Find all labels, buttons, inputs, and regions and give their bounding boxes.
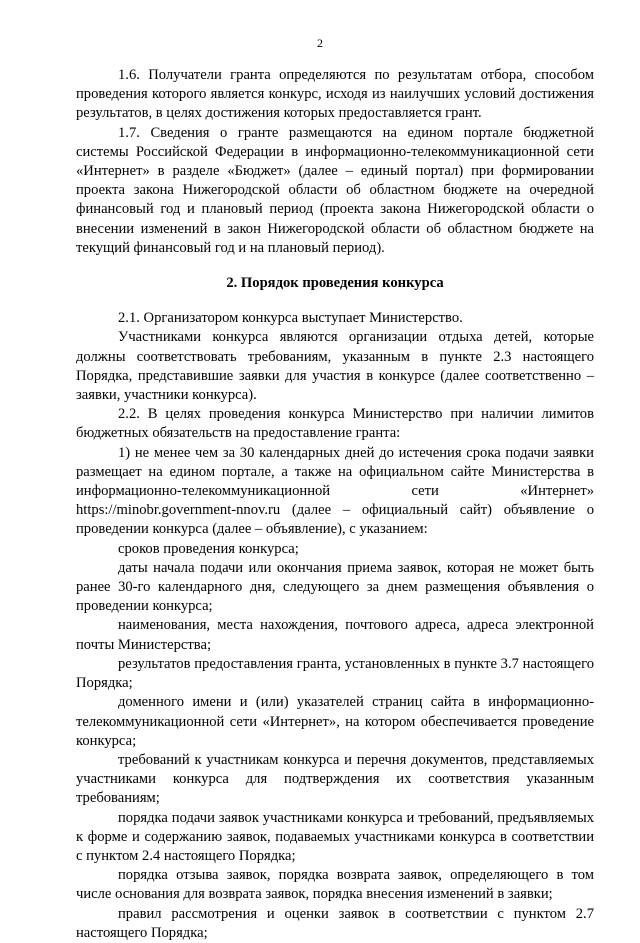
paragraph-2-2-1: 1) не менее чем за 30 календарных дней до истечения срока подачи заявки размещает на едином портале, а также на официальном сайте Министерства в информационно-телекоммуникационной сети «Интернет» https://minobr.government-nnov.ru (далее – официальный сайт) объявление о проведении конкурса (далее – объявление), с указанием: xyxy=(76,444,594,538)
list-item: даты начала подачи или окончания приема заявок, которая не может быть ранее 30-го календарного дня, следующего за днем размещения объявления о проведении конкурса; xyxy=(76,559,594,615)
list-item: порядка отзыва заявок, порядка возврата заявок, определяющего в том числе основания для возврата заявок, порядка внесения изменений в заявки; xyxy=(76,867,594,903)
page-number: 2 xyxy=(317,36,323,50)
paragraph-2-1: 2.1. Организатором конкурса выступает Министерство. xyxy=(118,310,463,327)
list-item: доменного имени и (или) указателей страниц сайта в информационно-телекоммуникационной сети «Интернет», на котором обеспечивается проведение конкурса; xyxy=(76,694,594,749)
section-heading: 2. Порядок проведения конкурса xyxy=(226,275,444,292)
list-item: результатов предоставления гранта, установленных в пункте 3.7 настоящего Порядка; xyxy=(76,655,594,692)
list-item: правил рассмотрения и оценки заявок в соответствии с пунктом 2.7 настоящего Порядка; xyxy=(76,905,594,941)
list-item: наименования, места нахождения, почтового адреса, адреса электронной почты Министерства; xyxy=(76,617,594,653)
paragraph-participants: Участниками конкурса являются организации отдыха детей, которые должны соответствовать требованиям, указанным в пункте 2.3 настоящего Порядка, представившие заявки для участия в конкурсе (далее соответственно – заявки, участники конкурса). xyxy=(76,329,594,404)
list-item: сроков проведения конкурса; xyxy=(118,540,299,557)
document-body xyxy=(76,66,594,943)
list-item: порядка подачи заявок участниками конкурса и требований, предъявляемых к форме и содержанию заявок, подаваемых участниками конкурса в соответствии с пунктом 2.4 настоящего Порядка; xyxy=(76,809,594,864)
paragraph-1-7: 1.7. Сведения о гранте размещаются на едином портале бюджетной системы Российской Федерации в информационно-телекоммуникационной сети «Интернет» в разделе «Бюджет» (далее – единый портал) при формировании проекта закона Нижегородской области об областном бюджете на очередной финансовый год и плановый период (проекта закона Нижегородской области о внесении изменений в закон Нижегородской области об областном бюджете на текущий финансовый год и на плановый период). xyxy=(76,124,594,256)
paragraph-1-6: 1.6. Получатели гранта определяются по результатам отбора, способом проведения которого является конкурс, исходя из наилучших условий достижения результатов, в целях достижения которых предоставляется грант. xyxy=(76,67,594,122)
paragraph-2-2: 2.2. В целях проведения конкурса Министерство при наличии лимитов бюджетных обязательств на предоставление гранта: xyxy=(76,406,594,442)
list-item: требований к участникам конкурса и перечня документов, представляемых участниками конкурса для подтверждения их соответствия указанным требованиям; xyxy=(76,751,594,807)
